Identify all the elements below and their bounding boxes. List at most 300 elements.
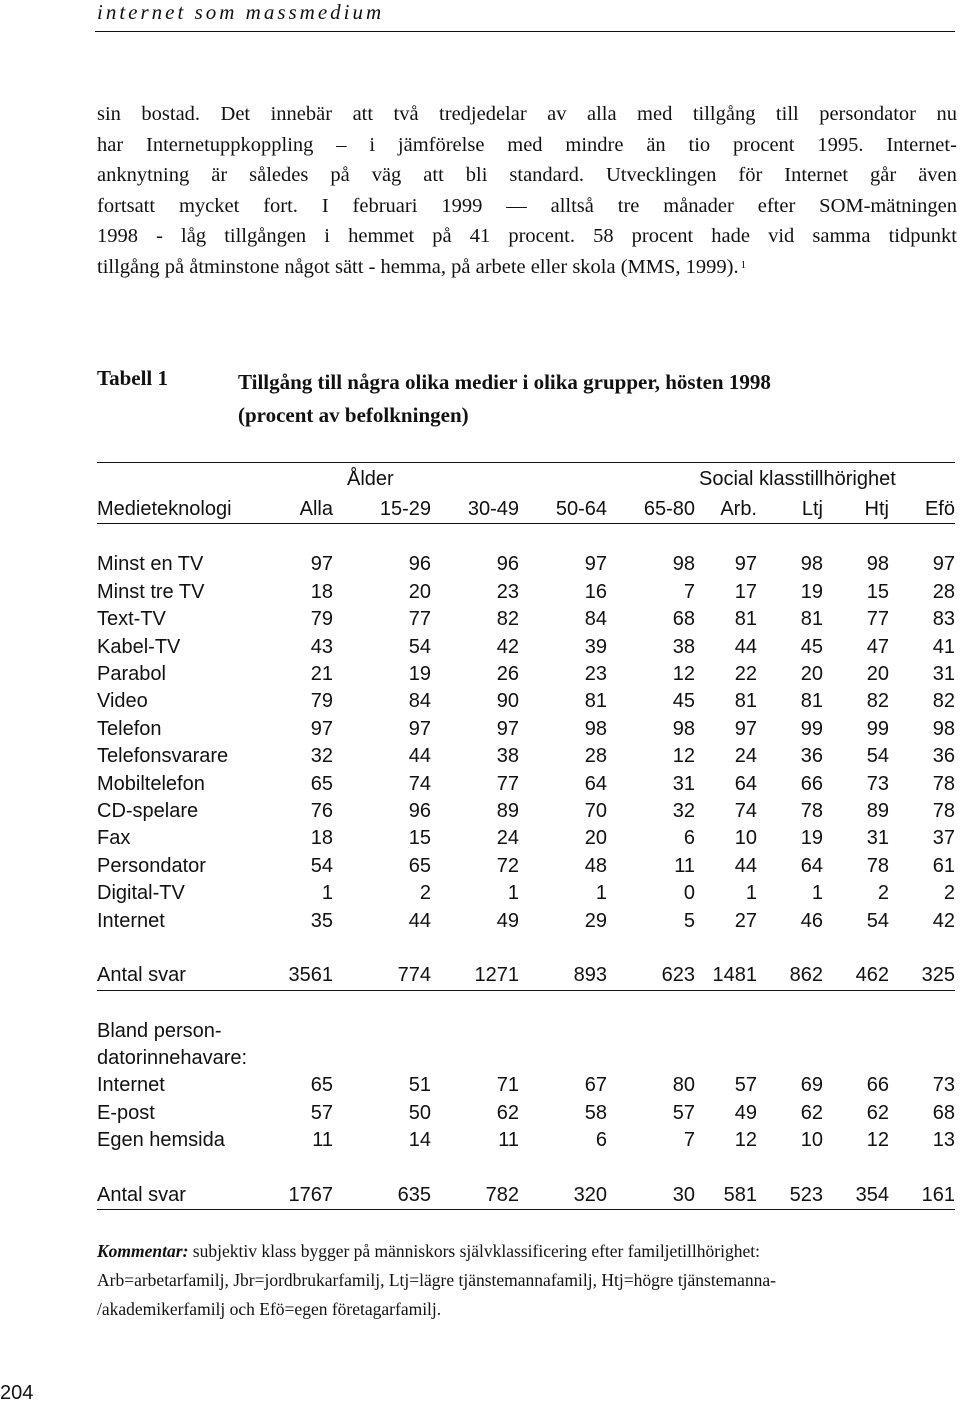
table-cell: 1767 — [271, 1182, 333, 1210]
table-cell: 82 — [932, 690, 955, 713]
table-cell: 19 — [800, 580, 823, 603]
table-cell: 77 — [496, 772, 519, 795]
table-cell: 41 — [932, 635, 955, 658]
table-row — [97, 716, 955, 743]
table-cell: 76 — [310, 800, 333, 823]
table-cell: 31 — [866, 827, 889, 850]
body-word: månader — [663, 194, 734, 217]
running-header: internet som massmedium — [97, 0, 385, 24]
body-word: två — [393, 103, 419, 125]
table-cell: 893 — [519, 962, 607, 990]
row-label: Telefonsvarare — [97, 745, 229, 768]
body-word: till — [775, 103, 799, 125]
spacer-row — [97, 524, 955, 552]
table-cell: 10 — [800, 1129, 823, 1152]
table-cell: 12 — [866, 1129, 889, 1152]
table-cell: 523 — [757, 1182, 823, 1210]
table-cell: 47 — [866, 635, 889, 658]
body-word: sin — [97, 103, 121, 125]
body-word: i — [324, 225, 330, 247]
body-line — [97, 191, 957, 222]
sub-heading-row — [97, 1045, 955, 1072]
sub-heading-row — [97, 1018, 955, 1045]
table-cell: 96 — [496, 553, 519, 576]
table-cell: 10 — [734, 827, 757, 850]
table-cell: 20 — [800, 663, 823, 686]
table-cell: 69 — [800, 1074, 823, 1097]
body-word: för — [738, 164, 763, 186]
table-cell: 97 — [932, 553, 955, 576]
table-cell: 1 — [321, 882, 333, 905]
row-label: Fax — [97, 827, 131, 850]
table-cell: 97 — [584, 553, 607, 576]
table-cell: 12 — [734, 1129, 757, 1152]
table-cell: 635 — [333, 1182, 431, 1210]
table-row — [97, 798, 955, 825]
body-word: 58 — [593, 225, 614, 247]
table-cell: 68 — [932, 1101, 955, 1124]
column-header: Efö — [889, 496, 955, 524]
table-cell: 5 — [683, 909, 695, 932]
body-word: tillgång — [692, 103, 756, 125]
table-cell: 96 — [408, 800, 431, 823]
table-cell: 57 — [672, 1101, 695, 1124]
row-label: Parabol — [97, 663, 166, 686]
table-cell: 862 — [757, 962, 823, 990]
body-word: än — [646, 133, 666, 156]
table-cell: 97 — [310, 717, 333, 740]
table-cell: 26 — [496, 663, 519, 686]
table-cell: 581 — [695, 1182, 757, 1210]
body-word: av — [547, 103, 567, 125]
table-cell: 77 — [866, 608, 889, 631]
body-word: procent — [631, 225, 694, 247]
body-word: är — [211, 164, 228, 186]
body-word: även — [918, 164, 957, 186]
table-cell: 82 — [496, 608, 519, 631]
table-cell: 20 — [408, 580, 431, 603]
table-cell: 36 — [800, 745, 823, 768]
table-cell: 62 — [800, 1101, 823, 1124]
table-cell: 29 — [584, 909, 607, 932]
body-word: alla — [586, 103, 617, 125]
body-word: jämförelse — [397, 133, 485, 156]
table-cell: 2 — [943, 882, 955, 905]
table-cell: 27 — [734, 909, 757, 932]
table-cell: 1271 — [431, 962, 519, 990]
comment-line: /akademikerfamilj och Efö=egen företagarfamilj. — [97, 1299, 442, 1319]
table-row — [97, 688, 955, 715]
group-class-header: Social klasstillhörighet — [695, 463, 955, 497]
column-header: Alla — [271, 496, 333, 524]
page-number: 204 — [0, 1382, 34, 1404]
sub-heading: Bland person- — [97, 1019, 222, 1042]
body-word: 1999 — [441, 194, 483, 217]
table-cell: 32 — [672, 800, 695, 823]
body-word: bostad. — [141, 103, 201, 125]
table-row — [97, 634, 955, 661]
table-cell: 71 — [496, 1074, 519, 1097]
body-word: persondator — [819, 103, 916, 125]
row-label: E-post — [97, 1101, 155, 1124]
table-title — [238, 366, 938, 432]
body-word: vid — [768, 225, 795, 247]
table-cell: 98 — [584, 717, 607, 740]
row-label: Antal svar — [97, 1182, 271, 1210]
body-line-text: tillgång på åtminstone något sätt - hemma, på arbete eller skola (MMS, 1999). — [97, 255, 739, 278]
table-cell: 1 — [595, 882, 607, 905]
table-cell: 19 — [408, 663, 431, 686]
table-cell: 23 — [584, 663, 607, 686]
body-word: Internetuppkoppling — [146, 133, 314, 156]
table-cell: 15 — [866, 580, 889, 603]
row-label: Persondator — [97, 854, 206, 877]
row-label: Kabel-TV — [97, 635, 181, 658]
table-cell: 774 — [333, 962, 431, 990]
table-cell: 62 — [496, 1101, 519, 1124]
column-header: 30-49 — [431, 496, 519, 524]
table-cell: 1 — [507, 882, 519, 905]
table-cell: 98 — [932, 717, 955, 740]
table-cell: 325 — [889, 962, 955, 990]
table-cell: 48 — [584, 854, 607, 877]
body-word: på — [330, 164, 350, 186]
table-row — [97, 551, 955, 578]
table-row — [97, 606, 955, 633]
body-word: innebär — [270, 103, 333, 125]
table-cell: 49 — [496, 909, 519, 932]
table-cell: 20 — [866, 663, 889, 686]
table-cell: 36 — [932, 745, 955, 768]
table-cell: 54 — [866, 909, 889, 932]
spacer-row — [97, 990, 955, 1018]
table-cell: 1 — [745, 882, 757, 905]
column-header: 65-80 — [607, 496, 695, 524]
table-cell: 98 — [800, 553, 823, 576]
row-label: Antal svar — [97, 962, 271, 990]
comment-text: subjektiv klass bygger på människors självklassificering efter familjetillhörighet: — [188, 1241, 760, 1261]
table-cell: 6 — [683, 827, 695, 850]
table-cell: 6 — [595, 1129, 607, 1152]
body-word: Det — [220, 103, 251, 125]
body-line — [97, 160, 957, 191]
body-word: tillgången — [224, 225, 307, 247]
table-cell: 97 — [734, 553, 757, 576]
column-header: Htj — [823, 496, 889, 524]
table-cell: 97 — [734, 717, 757, 740]
table-cell: 37 — [932, 827, 955, 850]
table-body — [97, 463, 955, 1210]
table-cell: 72 — [496, 854, 519, 877]
body-word: i — [369, 133, 376, 156]
body-word: fortsatt — [97, 194, 156, 217]
table-cell: 18 — [310, 580, 333, 603]
table-cell: 81 — [800, 608, 823, 631]
table-cell: 81 — [800, 690, 823, 713]
row-label: Text-TV — [97, 608, 166, 631]
body-word: standard. — [509, 164, 584, 186]
table-cell: 15 — [408, 827, 431, 850]
table-cell: 7 — [683, 580, 695, 603]
table-row — [97, 825, 955, 852]
table-cell: 98 — [866, 553, 889, 576]
header-rule — [95, 31, 955, 32]
body-word: Internet- — [886, 133, 957, 156]
table-cell: 81 — [734, 690, 757, 713]
table-cell: 98 — [672, 717, 695, 740]
table-cell: 35 — [310, 909, 333, 932]
body-word: tidpunkt — [888, 225, 957, 247]
column-header: Ltj — [757, 496, 823, 524]
body-word: hemmet — [348, 225, 415, 247]
column-header: 50-64 — [519, 496, 607, 524]
table-cell: 81 — [584, 690, 607, 713]
table-cell: 57 — [734, 1074, 757, 1097]
table-cell: 12 — [672, 745, 695, 768]
table-cell: 1481 — [695, 962, 757, 990]
total-row — [97, 962, 955, 990]
table-cell: 89 — [866, 800, 889, 823]
table-cell: 65 — [408, 854, 431, 877]
table-cell: 39 — [584, 635, 607, 658]
body-word: februari — [352, 194, 418, 217]
comment-line — [97, 1237, 957, 1266]
total-row — [97, 1182, 955, 1210]
table-cell: 23 — [496, 580, 519, 603]
body-word: väg — [371, 164, 402, 186]
body-word: 1995. — [817, 133, 864, 156]
column-header: Arb. — [695, 496, 757, 524]
table-cell: 73 — [866, 772, 889, 795]
table-cell: 73 — [932, 1074, 955, 1097]
body-word: 1998 — [97, 225, 138, 247]
body-word: att — [352, 103, 374, 125]
table-cell: 99 — [800, 717, 823, 740]
row-label: Internet — [97, 1074, 165, 1097]
comment-label: Kommentar: — [97, 1241, 189, 1261]
body-word: tredjedelar — [439, 103, 527, 125]
table-cell: 44 — [734, 854, 757, 877]
table-cell: 2 — [877, 882, 889, 905]
table-cell: 74 — [408, 772, 431, 795]
table-cell: 32 — [310, 745, 333, 768]
row-label: Telefon — [97, 717, 162, 740]
body-word: hade — [711, 225, 750, 247]
table-cell: 44 — [734, 635, 757, 658]
row-label: Digital-TV — [97, 882, 185, 905]
body-word: nu — [936, 103, 957, 125]
table-cell: 68 — [672, 608, 695, 631]
table-cell: 61 — [932, 854, 955, 877]
table-cell: 28 — [932, 580, 955, 603]
row-label: Video — [97, 690, 148, 713]
body-word: efter — [757, 194, 796, 217]
row-label: Internet — [97, 909, 165, 932]
table-row — [97, 771, 955, 798]
body-word: samma — [812, 225, 871, 247]
table-row — [97, 579, 955, 606]
body-word: låg — [181, 225, 207, 247]
table-title-line: Tillgång till några olika medier i olika grupper, hösten 1998 — [238, 370, 771, 394]
table-cell: 42 — [496, 635, 519, 658]
table-row — [97, 853, 955, 880]
footnote-mark: 1 — [740, 258, 747, 271]
table-cell: 18 — [310, 827, 333, 850]
body-word: I — [321, 194, 329, 217]
row-label: Mobiltelefon — [97, 772, 205, 795]
table-cell: 11 — [498, 1129, 519, 1152]
table-cell: 54 — [408, 635, 431, 658]
table-cell: 38 — [672, 635, 695, 658]
body-word: fort. — [263, 194, 298, 217]
table-row — [97, 743, 955, 770]
column-header: 15-29 — [333, 496, 431, 524]
body-word: procent — [733, 133, 795, 156]
table-cell: 79 — [310, 690, 333, 713]
table-cell: 64 — [800, 854, 823, 877]
table-cell: 3561 — [271, 962, 333, 990]
body-word: går — [870, 164, 897, 186]
table-cell: 0 — [683, 882, 695, 905]
spacer-row — [97, 1155, 955, 1182]
body-word: med — [637, 103, 673, 125]
body-line — [97, 221, 957, 252]
body-word: anknytning — [97, 164, 190, 186]
table-cell: 21 — [310, 663, 333, 686]
column-header-row — [97, 496, 955, 524]
table-cell: 42 — [932, 909, 955, 932]
table-cell: 78 — [800, 800, 823, 823]
spacer-row — [97, 935, 955, 962]
table-cell: 320 — [519, 1182, 607, 1210]
body-word: SOM-mätningen — [819, 194, 957, 217]
table-cell: 82 — [866, 690, 889, 713]
table-cell: 77 — [408, 608, 431, 631]
row-label: CD-spelare — [97, 800, 199, 823]
comment-line: Arb=arbetarfamilj, Jbr=jordbrukarfamilj, Ltj=lägre tjänstemannafamilj, Htj=högre tjänstemanna- — [97, 1270, 776, 1290]
table-cell: 98 — [672, 553, 695, 576]
table-cell: 28 — [584, 745, 607, 768]
table-cell: 54 — [310, 854, 333, 877]
body-line — [97, 130, 957, 161]
table-cell: 30 — [607, 1182, 695, 1210]
body-word: Internet — [784, 164, 849, 186]
table-cell: 17 — [734, 580, 757, 603]
table-cell: 623 — [607, 962, 695, 990]
table-row — [97, 661, 955, 688]
row-label: Minst en TV — [97, 553, 204, 576]
table-cell: 16 — [584, 580, 607, 603]
table-cell: 64 — [734, 772, 757, 795]
table-comment — [97, 1237, 957, 1324]
table-cell: 97 — [496, 717, 519, 740]
body-line-last — [97, 252, 957, 283]
table-cell: 44 — [408, 909, 431, 932]
body-word: tre — [617, 194, 640, 217]
table-cell: 65 — [310, 1074, 333, 1097]
table-cell: 45 — [672, 690, 695, 713]
table-row — [97, 1127, 955, 1154]
table-cell: 2 — [419, 882, 431, 905]
table-cell: 44 — [408, 745, 431, 768]
table-cell: 70 — [584, 800, 607, 823]
table-cell: 84 — [408, 690, 431, 713]
table-cell: 22 — [734, 663, 757, 686]
table-cell: 46 — [800, 909, 823, 932]
table-cell: 11 — [674, 854, 695, 877]
table-cell: 97 — [310, 553, 333, 576]
table-title-line: (procent av befolkningen) — [238, 403, 469, 427]
table-cell: 78 — [866, 854, 889, 877]
body-word: således — [249, 164, 309, 186]
table-cell: 90 — [496, 690, 519, 713]
table-cell: 782 — [431, 1182, 519, 1210]
table-row — [97, 880, 955, 907]
body-word: bli — [465, 164, 488, 186]
body-word: 41 — [469, 225, 491, 247]
table-cell: 66 — [866, 1074, 889, 1097]
table-cell: 67 — [584, 1074, 607, 1097]
table-cell: 65 — [310, 772, 333, 795]
table-cell: 97 — [408, 717, 431, 740]
table-cell: 43 — [310, 635, 333, 658]
table-cell: 62 — [866, 1101, 889, 1124]
table-cell: 64 — [584, 772, 607, 795]
table-row — [97, 908, 955, 935]
body-word: procent. — [508, 225, 575, 247]
table-cell: 24 — [496, 827, 519, 850]
group-header-row — [97, 463, 955, 497]
sub-heading: datorinnehavare: — [97, 1046, 248, 1069]
row-label: Egen hemsida — [97, 1129, 225, 1152]
table-cell: 51 — [408, 1074, 431, 1097]
table-cell: 1 — [811, 882, 823, 905]
table-cell: 13 — [932, 1129, 955, 1152]
table-cell: 74 — [734, 800, 757, 823]
table-cell: 14 — [408, 1129, 431, 1152]
column-header: Medieteknologi — [97, 496, 271, 524]
table-cell: 57 — [310, 1101, 333, 1124]
table-cell: 50 — [408, 1101, 431, 1124]
row-label: Minst tre TV — [97, 580, 205, 603]
table-cell: 49 — [734, 1101, 757, 1124]
table-cell: 66 — [800, 772, 823, 795]
body-line — [97, 99, 957, 130]
table-cell: 11 — [312, 1129, 333, 1152]
body-word: alltså — [550, 194, 594, 217]
body-word: tio — [688, 133, 711, 156]
table-cell: 31 — [672, 772, 695, 795]
table-row — [97, 1100, 955, 1127]
table-cell: 84 — [584, 608, 607, 631]
body-word: mycket — [178, 194, 240, 217]
table-label: Tabell 1 — [97, 366, 168, 390]
table-cell: 31 — [932, 663, 955, 686]
table-cell: 78 — [932, 800, 955, 823]
body-word: med — [507, 133, 543, 156]
body-paragraph — [97, 99, 957, 282]
table-cell: 354 — [823, 1182, 889, 1210]
body-word: har — [97, 133, 124, 156]
table-cell: 19 — [800, 827, 823, 850]
table-cell: 78 — [932, 772, 955, 795]
table-cell: 24 — [734, 745, 757, 768]
table-cell: 54 — [866, 745, 889, 768]
table-cell: 38 — [496, 745, 519, 768]
body-word: att — [423, 164, 444, 186]
body-word: mindre — [565, 133, 624, 156]
table-cell: 89 — [496, 800, 519, 823]
